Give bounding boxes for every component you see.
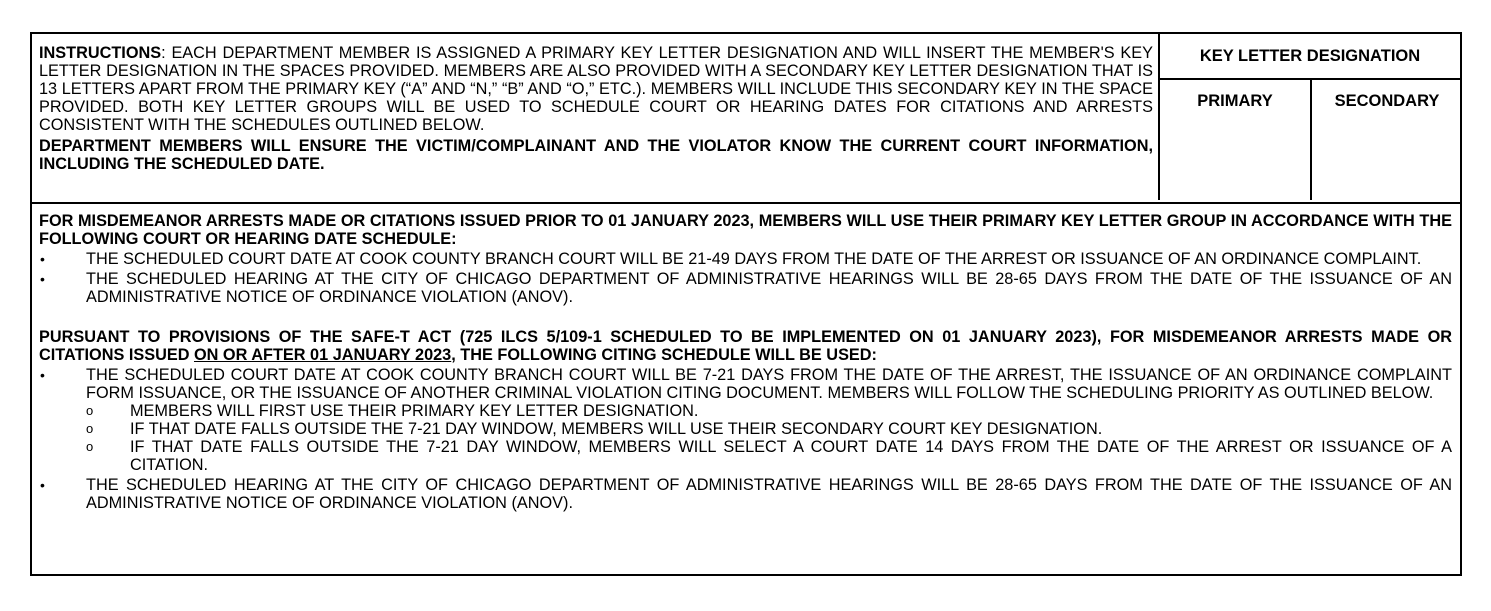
section2-heading-post: , THE FOLLOWING CITING SCHEDULE WILL BE USED:	[451, 346, 877, 364]
sub-list-item	[86, 402, 1452, 420]
primary-key-field[interactable]	[1160, 80, 1312, 200]
spacer	[39, 308, 1452, 328]
bullet-text: THE SCHEDULED COURT DATE AT COOK COUNTY BRANCH COURT WILL BE 7-21 DAYS FROM THE DATE OF THE ARREST, THE ISSUANCE OF AN ORDINANCE COMPLAINT FORM ISSUANCE, OR THE ISSUANCE OF ANOTHER CRIMINAL VIOLATION CITING DOCUMENT. MEMBERS WILL FOLLOW THE SCHEDULING PRIORITY AS OUTLINED BELOW.	[86, 366, 1452, 402]
secondary-key-field[interactable]	[1314, 80, 1460, 200]
key-letter-designation-box	[1158, 34, 1460, 200]
bullet-text: THE SCHEDULED HEARING AT THE CITY OF CHICAGO DEPARTMENT OF ADMINISTRATIVE HEARINGS WILL BE 28-65 DAYS FROM THE DATE OF THE ISSUANCE OF AN ADMINISTRATIVE NOTICE OF ORDINANCE VIOLATION (ANOV).	[86, 476, 1452, 512]
bullet-icon: •	[40, 271, 45, 287]
bullet-icon: •	[40, 367, 45, 383]
section1-heading: FOR MISDEMEANOR ARRESTS MADE OR CITATIONS ISSUED PRIOR TO 01 JANUARY 2023, MEMBERS WILL USE THEIR PRIMARY KEY LETTER GROUP IN ACCORDANCE WITH THE FOLLOWING COURT OR HEARING DATE SCHEDULE:	[39, 212, 1452, 248]
secondary-key-label: SECONDARY	[1334, 92, 1440, 110]
list-item	[39, 270, 1452, 306]
circle-bullet-icon: o	[86, 421, 94, 436]
schedule-section	[39, 212, 1452, 514]
primary-key-label: PRIMARY	[1197, 92, 1273, 110]
bullet-text: THE SCHEDULED HEARING AT THE CITY OF CHICAGO DEPARTMENT OF ADMINISTRATIVE HEARINGS WILL BE 28-65 DAYS FROM THE DATE OF THE ISSUANCE OF AN ADMINISTRATIVE NOTICE OF ORDINANCE VIOLATION (ANOV).	[86, 270, 1452, 306]
bullet-icon: •	[40, 251, 45, 267]
section1-bullet-list	[39, 250, 1452, 306]
list-item	[39, 250, 1452, 268]
instructions-bold-note: DEPARTMENT MEMBERS WILL ENSURE THE VICTIM/COMPLAINANT AND THE VIOLATOR KNOW THE CURRENT COURT INFORMATION, INCLUDING THE SCHEDULED DATE.	[39, 137, 1153, 173]
bullet-icon: •	[40, 477, 45, 493]
list-item	[39, 366, 1452, 474]
circle-bullet-icon: o	[86, 403, 94, 418]
sub-bullet-text: IF THAT DATE FALLS OUTSIDE THE 7-21 DAY WINDOW, MEMBERS WILL SELECT A COURT DATE 14 DAYS FROM THE DATE OF THE ARREST OR ISSUANCE OF A CITATION.	[130, 438, 1452, 474]
instructions-block	[39, 44, 1153, 173]
key-letter-header: KEY LETTER DESIGNATION	[1160, 34, 1460, 80]
section2-heading-underlined: ON OR AFTER 01 JANUARY 2023	[193, 346, 452, 364]
instructions-lead: INSTRUCTIONS	[39, 44, 162, 62]
instructions-paragraph	[39, 44, 1153, 134]
sub-bullet-text: MEMBERS WILL FIRST USE THEIR PRIMARY KEY LETTER DESIGNATION.	[130, 402, 699, 420]
instructions-body: : EACH DEPARTMENT MEMBER IS ASSIGNED A PRIMARY KEY LETTER DESIGNATION AND WILL INSERT THE MEMBER'S KEY LETTER DESIGNATION IN THE SPACES PROVIDED. MEMBERS ARE ALSO PROVIDED WITH A SECONDARY KEY LETTER DESIGNATION THAT IS 13 LETTERS APART FROM THE PRIMARY KEY (“A” AND “N,” “B” AND “O,” ETC.). MEMBERS WILL INCLUDE THIS SECONDARY KEY IN THE SPACE PROVIDED. BOTH KEY LETTER GROUPS WILL BE USED TO SCHEDULE COURT OR HEARING DATES FOR CITATIONS AND ARRESTS CONSISTENT WITH THE SCHEDULES OUTLINED BELOW.	[39, 44, 1153, 134]
instruction-form-box	[30, 32, 1462, 576]
sub-list-item	[86, 420, 1452, 438]
sub-bullet-list	[86, 402, 1452, 474]
list-item	[39, 476, 1452, 512]
section2-heading-pre: PURSUANT TO PROVISIONS OF THE SAFE-T ACT (725 ILCS 5/109-1 SCHEDULED TO BE IMPLEMENTED ON 01 JANUARY 2023), FOR MISDEMEANOR ARRESTS MADE OR CITATIONS ISSUED	[39, 328, 1452, 364]
section2-heading	[39, 328, 1452, 364]
circle-bullet-icon: o	[86, 439, 94, 454]
bullet-text: THE SCHEDULED COURT DATE AT COOK COUNTY BRANCH COURT WILL BE 21-49 DAYS FROM THE DATE OF THE ARREST OR ISSUANCE OF AN ORDINANCE COMPLAINT.	[86, 250, 1422, 268]
sub-list-item	[86, 438, 1452, 474]
top-row	[32, 34, 1460, 204]
section2-bullet-list	[39, 366, 1452, 512]
sub-bullet-text: IF THAT DATE FALLS OUTSIDE THE 7-21 DAY WINDOW, MEMBERS WILL USE THEIR SECONDARY COURT KEY DESIGNATION.	[130, 420, 1103, 438]
